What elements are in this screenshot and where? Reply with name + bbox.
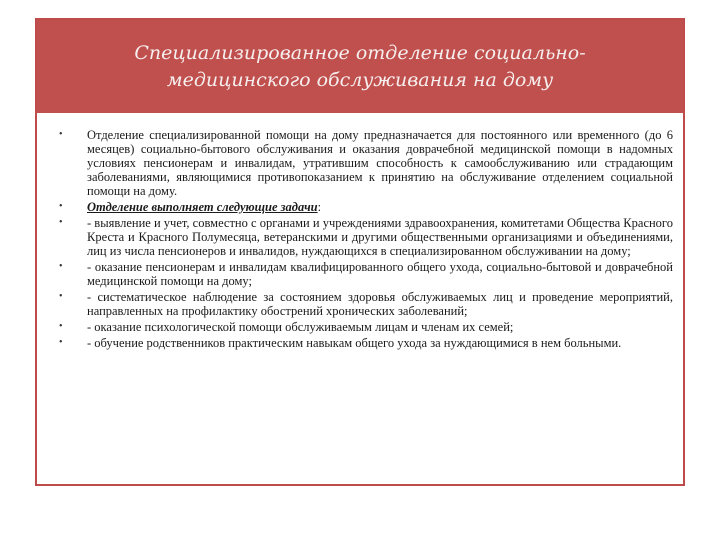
tasks-heading: Отделение выполняет следующие задачи (87, 200, 318, 214)
task-text: - выявление и учет, совместно с органами и учреждениями здравоохранения, комитетами Общества Красного Креста и Красного Полумесяца, ветеранскими и другими общественными организациями и объединениями, лиц из числа пенсионеров и инвалидов, нуждающихся в специализированном обслуживании на дому; (87, 216, 673, 258)
list-item-intro (55, 128, 673, 198)
bullet-icon: • (59, 217, 63, 228)
list-item-task (55, 320, 673, 334)
task-text: - обучение родственников практическим навыкам общего ухода за нуждающимися в нем больными. (87, 336, 622, 350)
bullet-icon: • (59, 321, 63, 332)
list-item-tasks-heading (55, 200, 673, 214)
list-item-task (55, 216, 673, 258)
tasks-heading-colon: : (317, 200, 322, 214)
task-text: - оказание пенсионерам и инвалидам квалифицированного общего ухода, социально-бытовой и доврачебной медицинской помощи на дому; (87, 260, 673, 288)
bullet-icon: • (59, 337, 63, 348)
list-item-task (55, 290, 673, 318)
title-banner (37, 20, 683, 113)
slide-frame (35, 18, 685, 486)
bullet-icon: • (59, 291, 63, 302)
list-item-task (55, 260, 673, 288)
slide-title: Специализированное отделение социально-медицинского обслуживания на дому (134, 41, 586, 91)
bullet-icon: • (59, 261, 63, 272)
bullet-icon: • (59, 129, 63, 140)
content-area (55, 128, 673, 352)
task-text: - оказание психологической помощи обслуживаемым лицам и членам их семей; (87, 320, 514, 334)
intro-text: Отделение специализированной помощи на дому предназначается для постоянного или временного (до 6 месяцев) социально-бытового обслуживания и оказания доврачебной медицинской помощи в надомных условиях пенсионерам и инвалидам, утратившим способность к самообслуживанию или страдающим заболеваниями, являющимися противопоказанием к принятию на обслуживание отделением социальной помощи на дому. (87, 128, 673, 198)
list-item-task (55, 336, 673, 350)
bullet-list (55, 128, 673, 350)
bullet-icon: • (59, 201, 63, 212)
task-text: - систематическое наблюдение за состоянием здоровья обслуживаемых лиц и проведение мероприятий, направленных на профилактику обострений хронических заболеваний; (87, 290, 673, 318)
